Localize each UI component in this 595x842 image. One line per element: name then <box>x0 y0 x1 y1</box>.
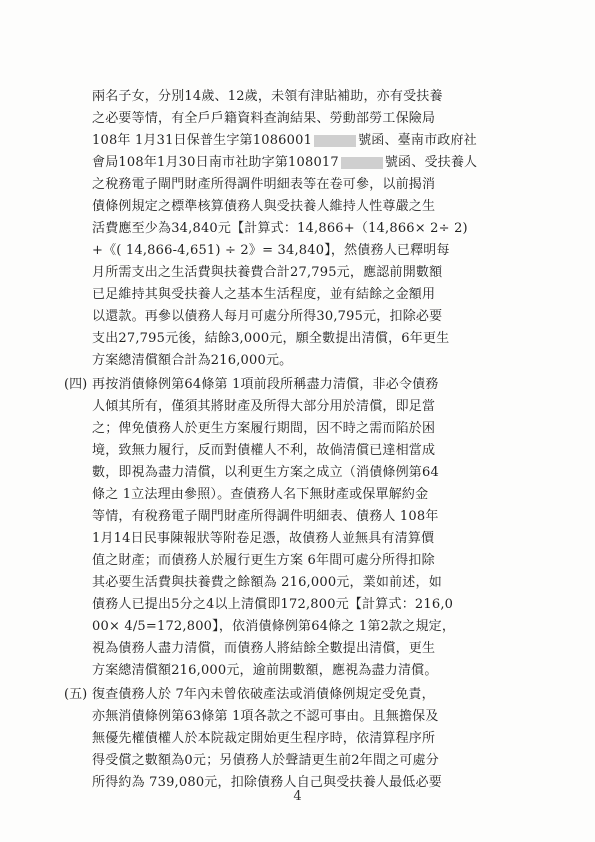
text-line: 之稅務電子閘門財產所得調件明細表等在卷可參，以前揭消 <box>92 177 436 192</box>
paragraph-marker-five: (五) <box>64 687 88 702</box>
text-line: 亦無消債條例第63條第 1項各款之不認可事由。且無擔保及 <box>92 709 439 724</box>
text-line: 方案總清償額216,000元，逾前開數額，應視為盡力清償。 <box>92 663 438 678</box>
text-line: 兩名子女，分別14歲、12歲，未領有津貼補助，亦有受扶養 <box>92 89 443 104</box>
text-line: 數，即視為盡力清償，以利更生方案之成立（消債條例第64 <box>92 465 439 480</box>
text-line: 無優先權債權人於本院裁定開始更生程序時，依清算程序所 <box>92 731 436 746</box>
text-line: 之必要等情，有全戶戶籍資料查詢結果、勞動部勞工保險局 <box>92 111 436 126</box>
text-line: +《( 14,866-4,651) ÷ 2》= 34,840】，然債務人已釋明每 <box>92 243 450 258</box>
text-line: 會局108年1月30日南市社助字第108017 號函、受扶養人 <box>92 155 478 170</box>
text-line: 值之財產；而債務人於履行更生方案 6年間可處分所得扣除 <box>92 553 435 568</box>
text-line: 方案總清償額合計為216,000元。 <box>92 353 293 368</box>
text-line: 所得約為 739,080元，扣除債務人自己與受扶養人最低必要 <box>92 775 442 790</box>
text-line: 月所需支出之生活費與扶養費合計27,795元，應認前開數額 <box>92 265 443 280</box>
text-line: 人傾其所有，僅須其將財產及所得大部分用於清償，即足當 <box>92 399 436 414</box>
text-line: 復查債務人於 7年內未曾依破產法或消債條例規定受免責， <box>92 687 435 702</box>
text-line: 活費應至少為34,840元【計算式：14,866+（14,866× 2÷ 2) <box>92 221 468 236</box>
paragraph-marker-four: (四) <box>64 377 88 392</box>
text-line: 1月14日民事陳報狀等附卷足憑，故債務人並無具有清算價 <box>92 531 435 546</box>
text-line: 得受償之數額為0元；另債務人於聲請更生前2年間之可處分 <box>92 753 439 768</box>
text-line: 再按消債條例第64條第 1項前段所稱盡力清償，非必令債務 <box>92 377 439 392</box>
page-number: 4 <box>293 789 302 804</box>
text-line: 債條例規定之標準核算債務人與受扶養人維持人性尊嚴之生 <box>92 199 436 214</box>
text-line: 境，致無力履行，反而對債權人不利，故倘清償已達相當成 <box>92 443 436 458</box>
text-line: 支出27,795元後，結餘3,000元，願全數提出清償，6年更生 <box>92 331 450 346</box>
text-line: 視為債務人盡力清償，而債務人將結餘全數提出清償，更生 <box>92 641 436 656</box>
text-line: 以還款。再參以債務人每月可處分所得30,795元，扣除必要 <box>92 309 443 324</box>
redaction-block <box>314 135 356 147</box>
text-line: 108年 1月31日保普生字第1086001 號函、臺南市政府社 <box>92 133 477 148</box>
text-line: 00× 4/5=172,800】，依消債條例第64條之 1第2款之規定， <box>92 619 456 634</box>
text-line: 債務人已提出5分之4以上清償即172,800元【計算式：216,0 <box>92 597 454 612</box>
text-line: 其必要生活費與扶養費之餘額為 216,000元，業如前述，如 <box>92 575 442 590</box>
text-line: 條之 1立法理由參照）。查債務人名下無財產或保單解約金 <box>92 487 429 502</box>
text-line: 已足維持其與受扶養人之基本生活程度，並有結餘之金額用 <box>92 287 436 302</box>
text-line: 之；俾免債務人於更生方案履行期間，因不時之需而陷於困 <box>92 421 436 436</box>
text-line: 等情，有稅務電子閘門財產所得調件明細表、債務人 108年 <box>92 509 439 524</box>
redaction-block <box>341 157 383 169</box>
